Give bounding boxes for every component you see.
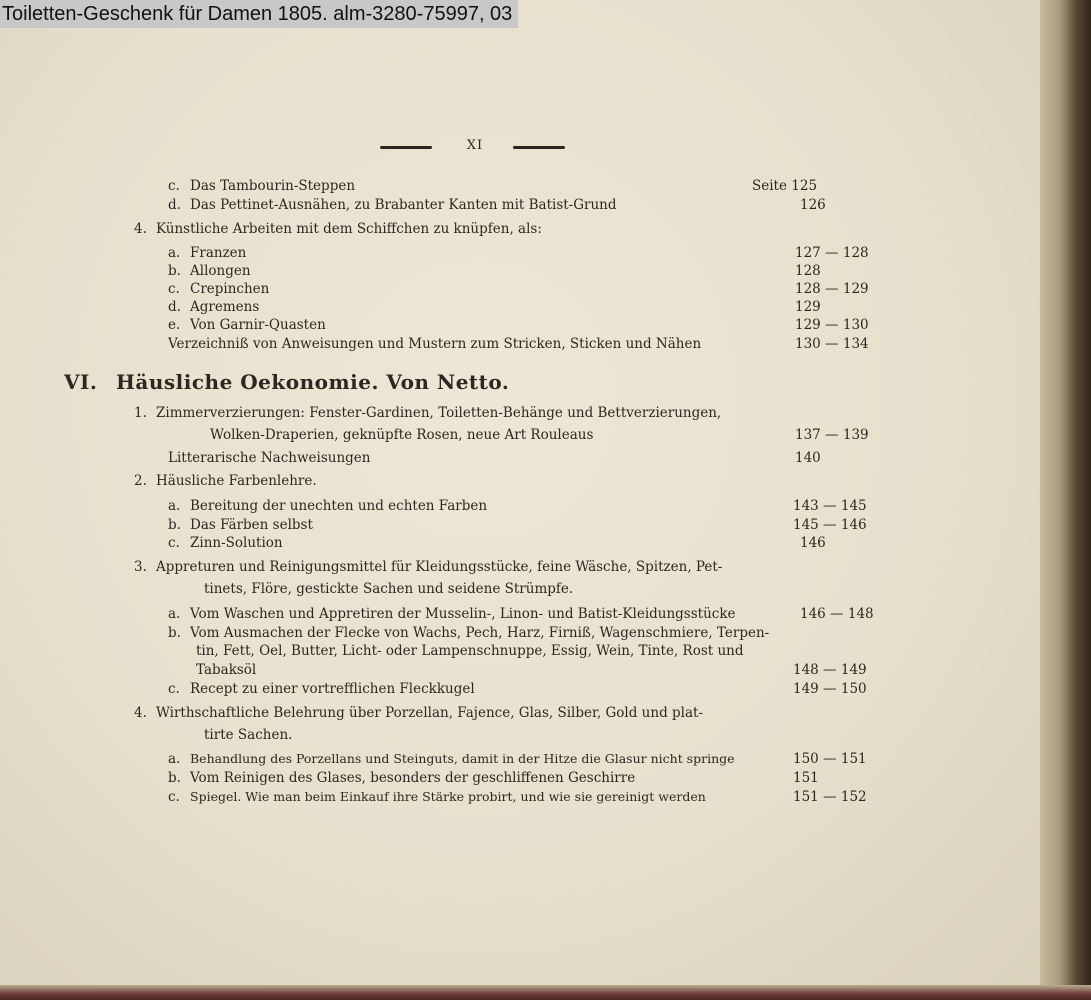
entry-pages: 128 <box>795 263 821 279</box>
entry-text: Franzen <box>190 245 247 261</box>
entry-pages: 126 <box>800 197 826 213</box>
entry-pages: 150 — 151 <box>793 751 867 767</box>
toc-entry <box>168 497 487 515</box>
toc-entry <box>168 605 736 623</box>
entry-marker: b. <box>168 517 181 533</box>
toc-entry <box>168 262 251 280</box>
entry-text: Tabaksöl <box>196 662 257 678</box>
entry-text: Das Pettinet-Ausnähen, zu Brabanter Kanten mit Batist-Grund <box>190 197 617 213</box>
entry-marker: b. <box>168 770 181 786</box>
entry-marker: d. <box>168 299 181 315</box>
entry-pages: 140 <box>795 450 821 466</box>
entry-pages: 129 <box>795 299 821 315</box>
entry-pages: 151 — 152 <box>793 789 867 805</box>
entry-text: Vom Reinigen des Glases, besonders der geschliffenen Geschirre <box>190 770 636 786</box>
entry-pages: 128 — 129 <box>795 281 869 297</box>
entry-text: tinets, Flöre, gestickte Sachen und seidene Strümpfe. <box>204 581 574 597</box>
entry-marker: 3. <box>134 559 147 575</box>
entry-text: Crepinchen <box>190 281 270 297</box>
entry-text: Das Tambourin-Steppen <box>190 178 356 194</box>
toc-entry <box>134 220 542 238</box>
entry-pages: 143 — 145 <box>793 498 867 514</box>
entry-text: Agremens <box>190 299 260 315</box>
entry-text: Wolken-Draperien, geknüpfte Rosen, neue Art Rouleaus <box>210 427 594 443</box>
entry-marker: d. <box>168 197 181 213</box>
entry-marker: 4. <box>134 705 147 721</box>
toc-entry <box>196 642 744 660</box>
entry-marker: 4. <box>134 221 147 237</box>
toc-entry <box>168 750 735 768</box>
entry-text: Litterarische Nachweisungen <box>168 450 371 466</box>
entry-marker: c. <box>168 789 180 805</box>
entry-pages: 146 — 148 <box>800 606 874 622</box>
entry-marker: c. <box>168 178 180 194</box>
toc-entry <box>168 449 370 467</box>
toc-entry <box>134 558 722 576</box>
entry-text: tirte Sachen. <box>204 727 293 743</box>
entry-text: Vom Waschen und Appretiren der Musselin-, Linon- und Batist-Kleidungsstücke <box>190 606 736 622</box>
section-number: VI. <box>64 370 98 394</box>
section-heading <box>64 370 509 394</box>
entry-pages: 146 <box>800 535 826 551</box>
entry-text: Verzeichniß von Anweisungen und Mustern zum Stricken, Sticken und Nähen <box>168 336 702 352</box>
toc-entry <box>168 788 706 806</box>
entry-marker: a. <box>168 245 181 261</box>
entry-marker: c. <box>168 681 180 697</box>
entry-marker: c. <box>168 281 180 297</box>
entry-marker: c. <box>168 535 180 551</box>
toc-entry <box>168 769 635 787</box>
entry-pages: 127 — 128 <box>795 245 869 261</box>
entry-text: Künstliche Arbeiten mit dem Schiffchen zu knüpfen, als: <box>156 221 542 237</box>
entry-pages: Seite 125 <box>752 178 818 194</box>
entry-text: Häusliche Farbenlehre. <box>156 473 317 489</box>
entry-pages: 151 <box>793 770 819 786</box>
entry-pages: 130 — 134 <box>795 336 869 352</box>
toc-entry <box>134 404 721 422</box>
toc-entry <box>168 280 269 298</box>
entry-text: Vom Ausmachen der Flecke von Wachs, Pech, Harz, Firniß, Wagenschmiere, Terpen- <box>190 625 770 641</box>
toc-entry <box>168 244 246 262</box>
toc-entry <box>168 316 326 334</box>
toc-entry <box>168 335 701 353</box>
toc-entry <box>168 177 355 195</box>
toc-entry <box>134 704 703 722</box>
toc-entry <box>168 298 259 316</box>
entry-marker: b. <box>168 625 181 641</box>
entry-text: Bereitung der unechten und echten Farben <box>190 498 488 514</box>
entry-text: Appreturen und Reinigungsmittel für Kleidungsstücke, feine Wäsche, Spitzen, Pet- <box>156 559 723 575</box>
toc-entry <box>168 680 475 698</box>
entry-text: Zimmerverzierungen: Fenster-Gardinen, Toiletten-Behänge und Bettverzierungen, <box>156 405 722 421</box>
entry-text: Zinn-Solution <box>190 535 283 551</box>
entry-pages: 148 — 149 <box>793 662 867 678</box>
entry-marker: e. <box>168 317 181 333</box>
entry-text: Das Färben selbst <box>190 517 313 533</box>
toc-entry <box>204 580 573 598</box>
entry-text: tin, Fett, Oel, Butter, Licht- oder Lampenschnuppe, Essig, Wein, Tinte, Rost und <box>196 643 744 659</box>
entry-text: Behandlung des Porzellans und Steinguts, damit in der Hitze die Glasur nicht springe <box>190 751 735 766</box>
entry-marker: a. <box>168 498 181 514</box>
entry-text: Allongen <box>190 263 251 279</box>
toc-entry <box>168 534 283 552</box>
entry-pages: 129 — 130 <box>795 317 869 333</box>
entry-marker: a. <box>168 606 181 622</box>
entry-text: Wirthschaftliche Belehrung über Porzellan, Fajence, Glas, Silber, Gold und plat- <box>156 705 704 721</box>
entry-text: Recept zu einer vortrefflichen Fleckkugel <box>190 681 475 697</box>
entry-marker: 1. <box>134 405 147 421</box>
toc-entry <box>168 516 313 534</box>
entry-text: Von Garnir-Quasten <box>190 317 326 333</box>
page-number: XI <box>466 138 484 153</box>
entry-marker: a. <box>168 751 181 767</box>
entry-text: Spiegel. Wie man beim Einkauf ihre Stärke probirt, und wie sie gereinigt werden <box>190 789 706 804</box>
entry-marker: 2. <box>134 473 147 489</box>
entry-pages: 137 — 139 <box>795 427 869 443</box>
toc-entry <box>134 472 317 490</box>
section-title: Häusliche Oekonomie. Von Netto. <box>116 370 510 394</box>
toc-entry <box>204 726 292 744</box>
entry-pages: 149 — 150 <box>793 681 867 697</box>
toc-entry <box>196 661 256 679</box>
toc-entry <box>210 426 593 444</box>
toc-entry <box>168 196 617 214</box>
image-caption: Toiletten-Geschenk für Damen 1805. alm-3280-75997, 03 <box>0 0 518 28</box>
entry-marker: b. <box>168 263 181 279</box>
toc-entry <box>168 624 769 642</box>
entry-pages: 145 — 146 <box>793 517 867 533</box>
